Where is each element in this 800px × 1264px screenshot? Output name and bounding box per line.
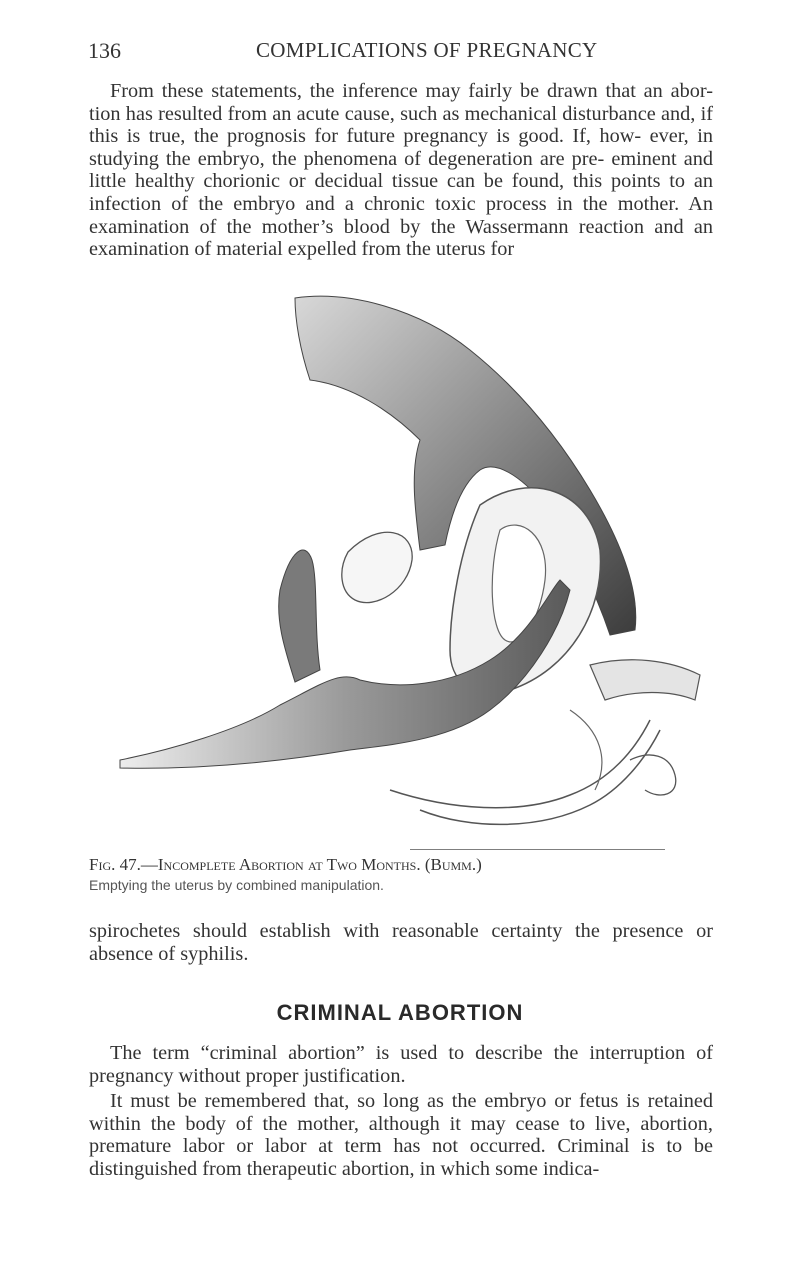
paragraph-2: spirochetes should establish with reasonable certainty the presence or absence of syphilis. <box>89 920 713 965</box>
rectum <box>420 730 660 824</box>
bladder <box>342 532 412 602</box>
running-title: COMPLICATIONS OF PREGNANCY <box>256 38 598 62</box>
section-heading: CRIMINAL ABORTION <box>276 1000 524 1025</box>
figure-subcaption: Emptying the uterus by combined manipulation. <box>89 877 384 893</box>
thumb <box>279 550 320 682</box>
page-header <box>0 38 800 68</box>
bimanual-manipulation-drawing <box>90 290 730 850</box>
figure-illustration <box>90 290 730 850</box>
coccyx <box>630 755 676 795</box>
vaginal-canal <box>570 710 602 790</box>
page-number: 136 <box>88 38 121 63</box>
paragraph-1: From these statements, the inference may fairly be drawn that an abor- tion has resulted from an acute cause, such as mechanical disturbance and, if this is true, the prognosis for future pregnancy is good. If, how- ever, in studying the embryo, the phenomena of degeneration are pre- eminent and little healthy chorionic or decidual tissue can be found, this points to an infection of the embryo and a chronic toxic process in the mother. An examination of the mother’s blood by the Wassermann reaction and an examination of material expelled from the uterus for <box>89 80 713 261</box>
paragraph-3: The term “criminal abortion” is used to describe the interruption of pregnancy without proper justification. <box>89 1042 713 1087</box>
figure-caption: Fig. 47.—Incomplete Abortion at Two Months. (Bumm.) <box>89 855 482 874</box>
paragraph-4: It must be remembered that, so long as the embryo or fetus is retained within the body of the mother, although it may cease to live, abortion, premature labor or labor at term has not occurred. Criminal is to be distinguished from therapeutic abortion, in which some indica- <box>89 1090 713 1180</box>
sacrum <box>590 660 700 700</box>
